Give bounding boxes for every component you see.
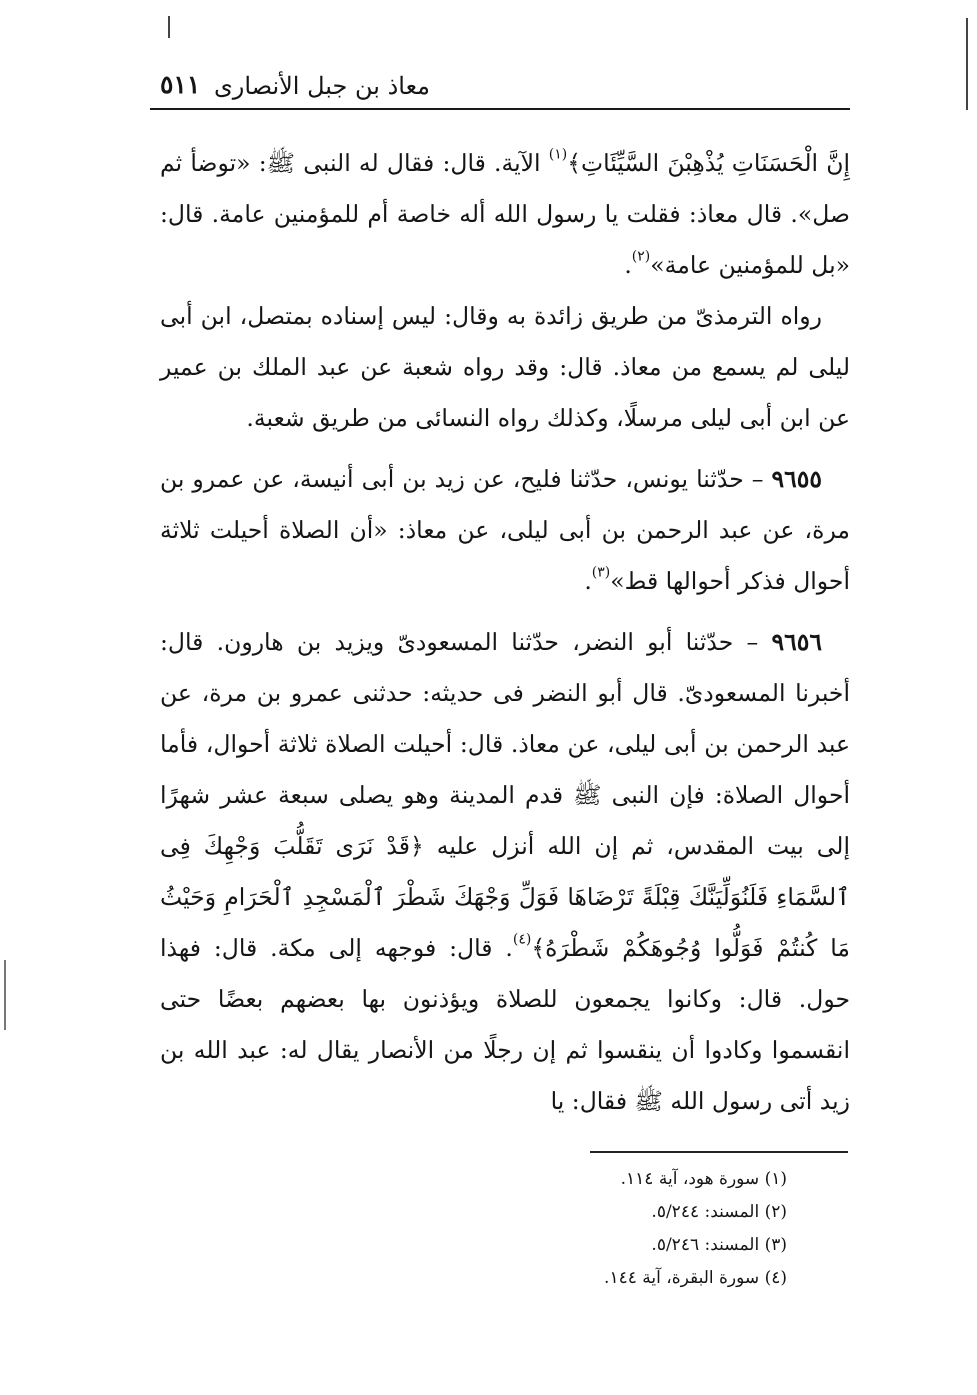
footnote-3: (٣) المسند: ٥/٢٤٦. xyxy=(651,1235,787,1255)
paragraph-continuation xyxy=(160,138,850,291)
footnote-ref: (١) xyxy=(548,146,568,163)
footnote-ref: (٢) xyxy=(631,248,651,265)
page-number: ٥١١ xyxy=(160,70,201,99)
hadith-text: – حدّثنا يونس، حدّثنا فليح، عن زيد بن أبى أنيسة، عن عمرو بن مرة، عن عبد الرحمن بن أبى ليلى، عن معاذ: «أن الصلاة أحيلت ثلاثة أحوال فذكر أحوالها قط» xyxy=(160,465,850,595)
hadith-9655 xyxy=(160,454,850,607)
footnote-ref: (٣) xyxy=(591,564,611,581)
footnote-2: (٢) المسند: ٥/٢٤٤. xyxy=(651,1202,787,1222)
main-text xyxy=(160,138,850,1127)
page-header xyxy=(150,62,850,106)
footnotes xyxy=(367,1163,787,1295)
hadith-text: – حدّثنا أبو النضر، حدّثنا المسعودىّ ويزيد بن هارون. قال: أخبرنا المسعودىّ. قال أبو النضر فى حديثه: حدثنى عمرو بن مرة، عن عبد الرحمن بن أبى ليلى، عن معاذ. قال: أحيلت الصلاة ثلاثة أحوال، فأما أحوال الصلاة: فإن النبى ﷺ قدم المدينة وهو يصلى سبعة عشر شهرًا إلى بيت المقدس، ثم إن الله أنزل عليه xyxy=(160,628,850,860)
scan-mark-top xyxy=(168,16,170,38)
hadith-text-continued: . قال: فوجهه إلى مكة. قال: فهذا حول. قال: وكانوا يجمعون للصلاة ويؤذنون بها بعضهم بعضًا حتى انقسموا وكادوا أن ينقسوا ثم إن رجلًا من الأنصار يقال له: عبد الله بن زيد أتى رسول الله ﷺ فقال: يا xyxy=(160,934,850,1115)
scan-mark-left-margin xyxy=(4,960,6,1030)
paragraph-text: رواه الترمذىّ من طريق زائدة به وقال: ليس إسناده بمتصل، ابن أبى ليلى لم يسمع من معاذ. قال: وقد رواه شعبة عن عبد الملك بن عمير عن ابن أبى ليلى مرسلًا، وكذلك رواه النسائى من طريق شعبة. xyxy=(160,302,850,432)
footnote-rule xyxy=(590,1151,848,1153)
paragraph-text: الآية. قال: فقال له النبى ﷺ: «توضأ ثم صل». قال معاذ: فقلت يا رسول الله أله خاصة أم للمؤمنين عامة. قال: «بل للمؤمنين عامة» xyxy=(160,149,850,279)
paragraph-end: . xyxy=(584,567,592,595)
header-rule xyxy=(150,108,850,110)
paragraph-end: . xyxy=(624,251,632,279)
hadith-number: ٩٦٥٥ xyxy=(771,465,822,493)
quran-quote: ﴿قَدْ نَرَى تَقَلُّبَ وَجْهِكَ فِى ٱلسَّمَاءِ فَلَنُوَلِّيَنَّكَ قِبْلَةً تَرْضَاهَا فَوَلِّ وَجْهَكَ شَطْرَ ٱلْمَسْجِدِ ٱلْحَرَامِ وَحَيْثُ مَا كُنتُمْ فَوَلُّوا وُجُوهَكُمْ شَطْرَهُ﴾ xyxy=(160,832,851,962)
scan-mark-right xyxy=(966,18,968,110)
running-head: معاذ بن جبل الأنصارى xyxy=(213,72,430,100)
quran-quote: إِنَّ الْحَسَنَاتِ يُذْهِبْنَ السَّيِّئَاتِ﴾ xyxy=(567,149,850,177)
paragraph-tirmidhi xyxy=(160,291,850,444)
footnote-4: (٤) سورة البقرة، آية ١٤٤. xyxy=(604,1268,787,1288)
hadith-9656 xyxy=(160,617,850,1127)
footnote-ref: (٤) xyxy=(512,931,532,948)
hadith-number: ٩٦٥٦ xyxy=(771,628,822,656)
footnote-1: (١) سورة هود، آية ١١٤. xyxy=(620,1169,787,1189)
